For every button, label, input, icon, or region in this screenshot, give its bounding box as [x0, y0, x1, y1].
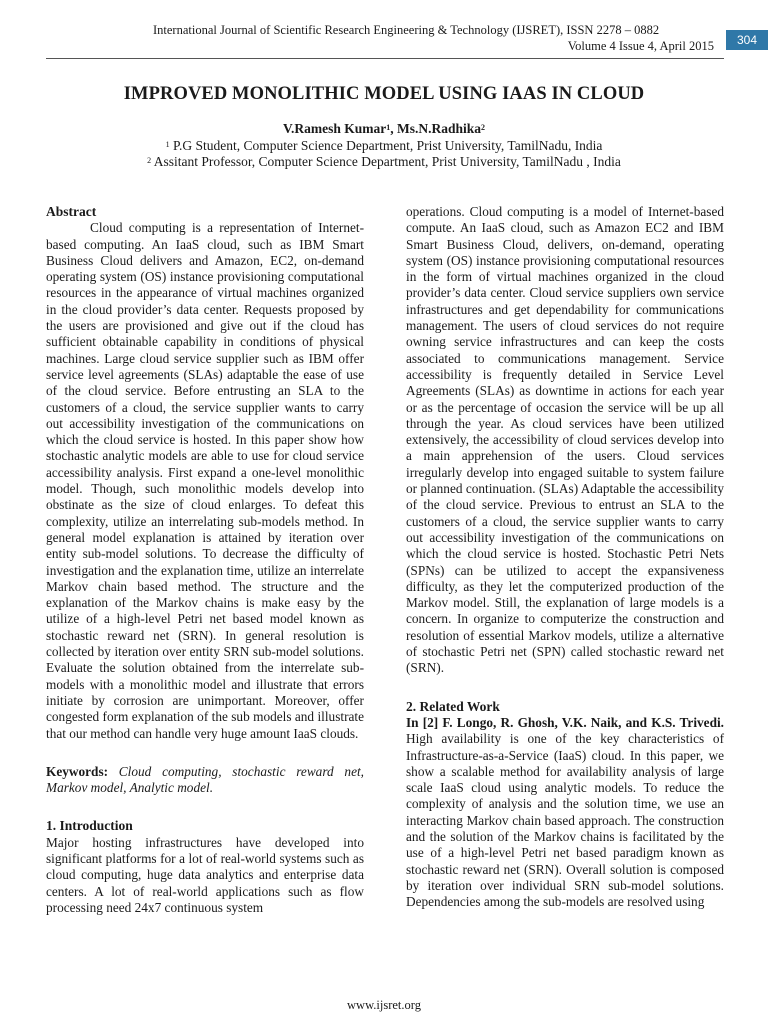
authors	[0, 120, 768, 138]
related-work-body	[406, 715, 724, 911]
left-column	[46, 204, 364, 916]
spacer	[46, 742, 364, 764]
author-separator: ,	[390, 121, 397, 136]
footer-url: www.ijsret.org	[347, 998, 421, 1012]
introduction-heading: 1. Introduction	[46, 818, 133, 834]
abstract-body: Cloud computing is a representation of Internet-based computing. An IaaS cloud, such as IBM Smart Business Cloud delivers and Amazon, EC2, on-demand operating system (OS) instance provisioning computational resources in the appearance of virtual machines organized in the cloud provider’s data center. Requests proposed by the users are provisioned and give out if the cloud has sufficient obtainable capability in conditions of physical machines. Large cloud service supplier such as IBM offer service level agreements (SLAs) adaptable the ease of use of the cloud service. Before entrusting an SLA to the customers of a cloud, the service supplier wants to carry out accessibility investigation of the communications on which the cloud service is hosted. In this paper show how stochastic analytic models are able to use for cloud service accessibility analysis. First expand a one-level monolithic model. Though, such monolithic models develop into obstinate as the size of cloud enlarges. To defeat this complexity, utilize an interrelating sub-models method. In general model explanation is attained by iteration over entity sub-model solutions. To decrease the difficulty of investigation and the explanation time, utilize an interrelate Markov chain based method. The structure and the explanation of the Markov chains is make easy by the utilize of a high-level Petri net based model known as stochastic reward net (SRN). In general resolution is collected by iteration over entity SRN sub-model solutions. Evaluate the solution obtained from the interrelate sub-models with a monolithic model and illustrate that errors initiate by corrosion are unimportant. Moreover, offer congested form explanation of the sub models and illustrate that our method can handle very huge amount IaaS clouds.	[46, 220, 364, 741]
affiliation-mark: 2	[147, 156, 152, 165]
keywords-label: Keywords:	[46, 763, 109, 779]
spacer	[406, 677, 724, 699]
keywords-text: Cloud computing, stochastic reward net, Markov model, Analytic model.	[46, 763, 364, 796]
related-work-citation: In [2] F. Longo, R. Ghosh, V.K. Naik, and K.S. Trivedi.	[406, 714, 724, 730]
page-number-badge: 304	[726, 30, 768, 50]
author-mark: 2	[481, 123, 486, 132]
related-work-text: High availability is one of the key characteristics of Infrastructure-as-a-Service (IaaS) cloud. In this paper, we show a scalable method for availability analysis of large scale IaaS cloud using analytic models. To reduce the complexity of analysis and the solution time, we use an interacting Markov chain based approach. The construction and the solution of the Markov chains is facilitated by the use of a high-level Petri net based paradigm known as stochastic reward net (SRN). Overall solution is composed by iteration over individual SRN sub-model solutions. Dependencies among the sub-models are resolved using	[406, 731, 724, 910]
header-divider	[46, 58, 724, 59]
right-column	[406, 204, 724, 910]
affiliation-1	[0, 138, 768, 154]
journal-header: International Journal of Scientific Research Engineering & Technology (IJSRET), ISSN 2278 – 0882	[153, 23, 660, 37]
paper-title: IMPROVED MONOLITHIC MODEL USING IAAS IN CLOUD	[123, 84, 645, 104]
keywords	[46, 764, 364, 797]
introduction-body-right: operations. Cloud computing is a model of Internet-based compute. An IaaS cloud, such as Amazon EC2 and IBM Smart Business Cloud, delivers, on-demand, operating system (OS) instance provisioning computational resources in the form of virtual machines organized in the cloud provider’s data center. Cloud service suppliers own service infrastructures and get dependability for communications management. The users of cloud services do not require owning service infrastructures and can keep the costs associated to communications management. Service accessibility is frequently detailed in Service Level Agreements (SLAs) as downtime in actions for each year or as the percentage of occasion the service will be up all through the year. As cloud services have been utilized extensively, the accessibility of cloud services develop into a main apprehension of the users. Cloud services irregularly develop into engaged suitable to system failure or planned continuation. (SLAs) Adaptable the accessibility of the cloud service. Previous to entrust an SLA to the customers of a cloud, the service supplier wants to carry out accessibility investigation of the communications on which the cloud service is hosted. Stochastic Petri Nets (SPNs) can be utilized to accept the expansiveness difficulty, as they let the computerized production of the Markov model. Still, the explanation of large models is a concern. In organize to computerize the construction and resolution of essential Markov models, utilize a alternative of stochastic Petri net (SPN) called stochastic reward net (SRN).	[406, 204, 724, 676]
affiliation-text: Assitant Professor, Computer Science Department, Prist University, TamilNadu , India	[151, 154, 621, 169]
affiliation-mark: 1	[165, 140, 170, 149]
spacer	[46, 796, 364, 818]
volume-issue: Volume 4 Issue 4, April 2015	[567, 39, 714, 53]
author-name: V.Ramesh Kumar	[282, 121, 387, 136]
affiliation-text: P.G Student, Computer Science Department, Prist University, TamilNadu, India	[169, 138, 603, 153]
affiliation-2	[0, 154, 768, 170]
author-mark: 1	[386, 123, 391, 132]
introduction-body-left: Major hosting infrastructures have developed into significant platforms for a lot of real-world systems such as cloud computing, huge data analytics and enterprise data centers. A lot of real-world applications such as flow processing need 24x7 continuous system	[46, 834, 364, 915]
author-name: Ms.N.Radhika	[396, 121, 482, 136]
abstract-heading: Abstract	[46, 204, 97, 219]
related-work-heading: 2. Related Work	[406, 698, 500, 714]
